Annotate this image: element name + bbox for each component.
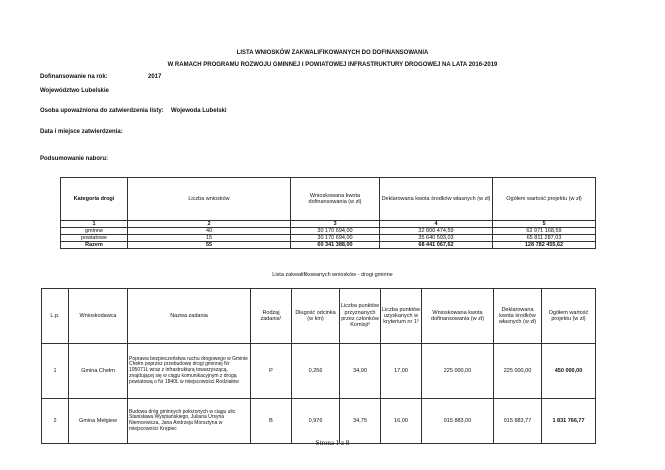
cell: Gmina Chełm	[69, 344, 128, 399]
cell: 30 170 694,00	[291, 228, 380, 235]
cell: 60 341 388,00	[291, 242, 380, 249]
column-number: 3	[291, 221, 380, 228]
summary-header: Kategoria drogi	[61, 178, 128, 221]
year-label: Dofinansowanie na rok:	[40, 74, 108, 80]
page-footer: Strona 1 z 8	[315, 439, 350, 447]
list-header: Ogółem wartość projektu (w zł)	[542, 289, 596, 344]
cell: 30 170 694,00	[291, 235, 380, 242]
cell: 32 800 474,59	[380, 228, 493, 235]
cell: Poprawa bezpieczeństwa ruchu drogowego w Gminie Chełm poprzez przebudowę drogi gminnej Nr 105071L wraz z infrastrukturą towarzyszącą, znajdującej się w ciągu komunikacyjnym z drogą powiatową o Nr 1840L w miejscowości Rodziałów	[128, 344, 251, 399]
cell: 1	[42, 344, 69, 399]
approver-label: Osoba upoważniona do zatwierdzenia listy:	[40, 108, 164, 114]
cell: 68 441 067,62	[380, 242, 493, 249]
cell: 1 831 766,77	[542, 399, 596, 444]
cell: 225 000,00	[494, 344, 542, 399]
cell: 40	[128, 228, 291, 235]
voivodeship: Województwo Lubelskie	[40, 88, 109, 94]
list-header: Deklarowana kwota środków własnych (w zł)	[494, 289, 542, 344]
summary-label: Podsumowanie naboru:	[40, 156, 109, 162]
cell: 15	[128, 235, 291, 242]
cell: 34,75	[340, 399, 381, 444]
summary-header: Ogółem wartość projektu (w zł)	[493, 178, 596, 221]
table-row	[42, 344, 596, 399]
list-header: Wnioskowana kwota dofinansowania (w zł)	[422, 289, 494, 344]
total-row	[61, 242, 596, 249]
cell: P	[251, 344, 292, 399]
cell: 55	[128, 242, 291, 249]
summary-header: Deklarowana kwota środków własnych (w zł)	[380, 178, 493, 221]
cell: 65 811 287,03	[493, 235, 596, 242]
column-number: 4	[380, 221, 493, 228]
approver-value: Wojewoda Lubelski	[171, 108, 227, 114]
list-header: Liczba punktów uzyskanych w kryterium nr 1²	[381, 289, 422, 344]
cell: 128 782 455,62	[493, 242, 596, 249]
cell: 2	[42, 399, 69, 444]
list-header: L.p.	[42, 289, 69, 344]
cell: B	[251, 399, 292, 444]
title-line-1: LISTA WNIOSKÓW ZAKWALIFIKOWANYCH DO DOFINANSOWANIA	[236, 50, 429, 56]
table-row	[61, 235, 596, 242]
cell: 16,00	[381, 399, 422, 444]
list-header: Wnioskodawca	[69, 289, 128, 344]
list-header: Nazwa zadania	[128, 289, 251, 344]
column-number: 5	[493, 221, 596, 228]
summary-header: Wnioskowana kwota dofinansowania (w zł)	[291, 178, 380, 221]
cell: gminne	[61, 228, 128, 235]
list-header: Liczba punktów przyznanych przez członków Komisji³	[340, 289, 381, 344]
cell: Gmina Mełgiew	[69, 399, 128, 444]
applications-table	[41, 288, 596, 444]
cell: Razem	[61, 242, 128, 249]
cell: 0,976	[292, 399, 340, 444]
title-line-2: W RAMACH PROGRAMU ROZWOJU GMINNEJ I POWIATOWEJ INFRASTRUKTURY DROGOWEJ NA LATA 2016-2019	[167, 62, 498, 68]
list-title: Lista zakwalifikowanych wniosków - drogi gminne	[272, 272, 393, 278]
cell: 225 000,00	[422, 344, 494, 399]
cell: powiatowe	[61, 235, 128, 242]
table-row	[42, 399, 596, 444]
cell: 915 883,00	[422, 399, 494, 444]
column-number: 1	[61, 221, 128, 228]
cell: 17,00	[381, 344, 422, 399]
year-value: 2017	[148, 74, 162, 80]
cell: 915 883,77	[494, 399, 542, 444]
cell: 62 971 168,59	[493, 228, 596, 235]
summary-table	[60, 177, 596, 249]
cell: 34,90	[340, 344, 381, 399]
cell: Budowa dróg gminnych położonych w ciągu ulic: Stanisława Wyspiańskiego, Juliana Ursyna Niemcewicza, Jana Andrzeja Morsztyna w miejscowości Krępiec	[128, 399, 251, 444]
column-number: 2	[128, 221, 291, 228]
list-header: Długość odcinka (w km)	[292, 289, 340, 344]
table-row	[61, 228, 596, 235]
summary-header: Liczba wniosków	[128, 178, 291, 221]
cell: 450 000,00	[542, 344, 596, 399]
list-header: Rodzaj zadania¹	[251, 289, 292, 344]
date-label: Data i miejsce zatwierdzenia:	[40, 129, 123, 135]
cell: 35 640 593,03	[380, 235, 493, 242]
cell: 0,256	[292, 344, 340, 399]
